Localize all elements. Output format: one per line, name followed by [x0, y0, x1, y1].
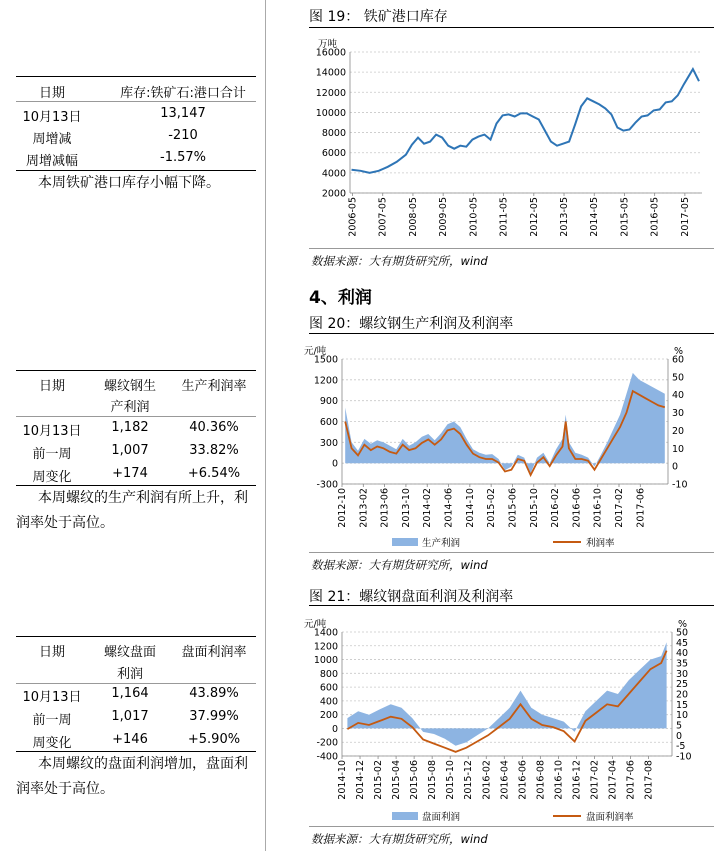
x-tick-label: 2015-05: [619, 197, 631, 237]
x-tick-label: 2015-12: [463, 760, 475, 800]
legend-swatch-area: [392, 812, 418, 820]
x-tick-label: 2017-02: [613, 488, 625, 528]
table-cell: +6.54%: [187, 466, 241, 481]
y2-tick-label: 60: [672, 354, 685, 366]
table-cell: 37.99%: [189, 709, 239, 724]
table-header-date: 日期: [38, 645, 65, 660]
y2-tick-label: 35: [676, 658, 689, 670]
y-tick-label: 400: [319, 696, 338, 708]
x-tick-label: 2015-02: [486, 488, 498, 528]
table-cell: 1,007: [111, 443, 149, 458]
table-cell: 1,164: [111, 686, 149, 701]
y-tick-label: 1400: [313, 627, 338, 639]
fig19-source: 数据来源：大有期货研究所，wind: [311, 254, 488, 268]
x-tick-label: 2006-05: [347, 197, 359, 237]
table-header-inventory: 库存:铁矿石:港口合计: [120, 86, 246, 101]
table-header-date: 日期: [38, 379, 65, 394]
x-tick-label: 2008-05: [407, 197, 419, 237]
table-cell: 1,182: [111, 420, 149, 435]
x-tick-label: 2015-10: [445, 760, 457, 800]
x-tick-label: 2014-12: [355, 760, 367, 800]
y2-tick-label: 50: [672, 372, 685, 384]
x-tick-label: 2016-06: [571, 488, 583, 528]
legend-label-line: 利润率: [586, 538, 615, 549]
x-tick-label: 2017-06: [625, 760, 637, 800]
production-note-line1: 本周螺纹的生产利润有所上升，利: [38, 490, 248, 506]
table-cell: 10月13日: [22, 424, 82, 439]
table-header-margin: 生产利润率: [181, 379, 247, 394]
table-cell: 40.36%: [189, 420, 239, 435]
y-tick-label: 10000: [315, 107, 346, 119]
x-tick-label: 2016-10: [553, 760, 565, 800]
x-tick-label: 2014-05: [589, 197, 601, 237]
y2-tick-label: 10: [676, 710, 689, 722]
y2-tick-label: 25: [676, 679, 689, 691]
table-cell: 10月13日: [22, 690, 82, 705]
column-divider: [265, 0, 266, 851]
table-header-profit-2: 产利润: [110, 400, 150, 415]
fig20-source-rule: [309, 552, 714, 553]
y-tick-label: 2000: [321, 188, 346, 200]
y2-tick-label: 20: [676, 689, 689, 701]
x-tick-label: 2016-02: [481, 760, 493, 800]
table-header-profit: 螺纹盘面: [103, 645, 156, 660]
y2-tick-label: 40: [672, 390, 685, 402]
production-note-line2: 润率处于高位。: [16, 515, 114, 531]
y-tick-label: 1200: [313, 641, 338, 653]
x-tick-label: 2015-10: [528, 488, 540, 528]
y-tick-label: 1200: [313, 375, 338, 387]
y2-tick-label: 30: [672, 408, 685, 420]
table-cell: 1,017: [111, 709, 149, 724]
table-header-rule: [16, 683, 256, 684]
table-cell: 前一周: [32, 447, 72, 462]
fig21-source: 数据来源：大有期货研究所，wind: [311, 832, 488, 846]
y2-tick-label: 50: [676, 627, 689, 639]
y-tick-label: 14000: [315, 67, 346, 79]
y-tick-label: 200: [319, 710, 338, 722]
y2-tick-label: 0: [676, 730, 683, 742]
x-tick-label: 2015-08: [427, 760, 439, 800]
x-tick-label: 2016-12: [571, 760, 583, 800]
x-tick-label: 2015-06: [507, 488, 519, 528]
y-unit-label: 万吨: [318, 39, 338, 50]
y2-tick-label: 15: [676, 699, 689, 711]
series-area-profit: [345, 373, 665, 474]
y2-tick-label: -10: [672, 479, 688, 491]
y-tick-label: -200: [316, 737, 338, 749]
y-tick-label: 1000: [313, 655, 338, 667]
fig21-chart: [300, 606, 714, 824]
section-title: 4、利润: [309, 288, 372, 308]
fig20-chart: [300, 334, 714, 550]
x-tick-label: 2017-04: [607, 760, 619, 800]
legend-label-area: 生产利润: [422, 538, 461, 549]
table-cell: 周变化: [32, 470, 72, 485]
x-tick-label: 2015-02: [373, 760, 385, 800]
y-tick-label: 0: [331, 458, 338, 470]
table-header-margin: 盘面利润率: [181, 645, 247, 660]
x-tick-label: 2014-06: [443, 488, 455, 528]
y-unit-label: 元/吨: [304, 346, 327, 357]
fig19-chart: [300, 28, 714, 244]
x-tick-label: 2016-10: [592, 488, 604, 528]
fig21-source-rule: [309, 826, 714, 827]
table-cell: 43.89%: [189, 686, 239, 701]
table-header-rule: [16, 416, 256, 417]
x-tick-label: 2010-05: [468, 197, 480, 237]
x-tick-label: 2017-02: [589, 760, 601, 800]
table-cell: 33.82%: [189, 443, 239, 458]
table-header-rule: [16, 101, 256, 102]
table-header-profit-2: 利润: [116, 667, 143, 682]
table-cell: -1.57%: [160, 150, 206, 165]
y-tick-label: 600: [319, 417, 338, 428]
y-tick-label: 8000: [321, 128, 346, 140]
y-unit-label: 元/吨: [304, 619, 327, 630]
x-tick-label: 2016-08: [535, 760, 547, 800]
x-tick-label: 2017-06: [635, 488, 647, 528]
x-tick-label: 2013-05: [559, 197, 571, 237]
table-header-profit: 螺纹钢生: [103, 379, 156, 394]
table-cell: 周增减幅: [25, 154, 78, 169]
y-tick-label: 800: [319, 668, 338, 680]
legend-swatch-area: [392, 538, 418, 546]
table-cell: 10月13日: [22, 110, 82, 125]
y2-tick-label: -10: [676, 751, 692, 763]
table-header-date: 日期: [38, 86, 65, 101]
table-top-rule: [16, 76, 256, 77]
y-tick-label: 16000: [315, 47, 346, 59]
x-tick-label: 2013-10: [400, 488, 412, 528]
legend-label-area: 盘面利润: [422, 812, 461, 823]
y2-tick-label: 0: [672, 461, 679, 473]
y2-tick-label: 45: [676, 637, 689, 649]
y2-tick-label: 10: [672, 443, 685, 455]
y2-tick-label: 5: [676, 720, 683, 732]
x-tick-label: 2012-10: [337, 488, 348, 528]
table-cell: 周变化: [32, 736, 72, 751]
futures-note-line1: 本周螺纹的盘面利润增加，盘面利: [38, 756, 248, 772]
y2-tick-label: 20: [672, 425, 685, 437]
fig21-title: 图 21：螺纹钢盘面利润及利润率: [309, 589, 514, 605]
x-tick-label: 2011-05: [498, 197, 510, 237]
table-top-rule: [16, 636, 256, 637]
table-cell: 前一周: [32, 713, 72, 728]
series-line-inventory: [352, 69, 700, 173]
x-tick-label: 2014-10: [337, 760, 348, 800]
table-cell: +5.90%: [187, 732, 241, 747]
y2-tick-label: -5: [676, 741, 686, 753]
y-tick-label: 4000: [321, 168, 346, 180]
y-tick-label: 1500: [313, 354, 338, 366]
y2-tick-label: 30: [676, 668, 689, 680]
x-tick-label: 2015-04: [391, 760, 403, 800]
y-tick-label: -300: [316, 479, 338, 491]
x-tick-label: 2009-05: [438, 197, 450, 237]
futures-note-line2: 润率处于高位。: [16, 781, 114, 797]
inventory-note: 本周铁矿港口库存小幅下降。: [38, 175, 220, 191]
x-tick-label: 2007-05: [377, 197, 389, 237]
x-tick-label: 2016-04: [499, 760, 511, 800]
table-cell: 周增减: [32, 132, 72, 147]
x-tick-label: 2014-10: [464, 488, 476, 528]
table-top-rule: [16, 370, 256, 371]
y-tick-label: -400: [316, 751, 338, 763]
table-cell: +174: [112, 466, 148, 481]
x-tick-label: 2017-08: [643, 760, 655, 800]
table-cell: 13,147: [160, 106, 206, 121]
fig19-source-rule: [309, 248, 714, 249]
y-tick-label: 300: [319, 437, 338, 449]
y2-unit-label: %: [678, 619, 688, 630]
y-tick-label: 6000: [321, 148, 346, 160]
series-area-profit: [347, 642, 666, 745]
y-tick-label: 900: [319, 396, 338, 408]
x-tick-label: 2016-06: [517, 760, 529, 800]
x-tick-label: 2013-02: [358, 488, 370, 528]
fig20-source: 数据来源：大有期货研究所，wind: [311, 558, 488, 572]
y2-unit-label: %: [674, 346, 684, 357]
x-tick-label: 2012-05: [528, 196, 540, 237]
x-tick-label: 2015-06: [409, 760, 421, 800]
y-tick-label: 600: [319, 682, 338, 694]
fig19-title: 图 19： 铁矿港口库存: [309, 9, 448, 25]
x-tick-label: 2017-05: [679, 197, 691, 237]
y-tick-label: 12000: [315, 87, 346, 99]
x-tick-label: 2016-05: [649, 197, 661, 237]
fig20-title: 图 20：螺纹钢生产利润及利润率: [309, 316, 514, 332]
legend-label-line: 盘面利润率: [586, 812, 634, 823]
table-cell: -210: [168, 128, 198, 143]
y2-tick-label: 40: [676, 648, 689, 660]
y-tick-label: 0: [331, 723, 338, 735]
x-tick-label: 2013-06: [379, 488, 391, 528]
x-tick-label: 2016-02: [550, 488, 562, 528]
x-tick-label: 2014-02: [422, 488, 434, 528]
table-cell: +146: [112, 732, 148, 747]
